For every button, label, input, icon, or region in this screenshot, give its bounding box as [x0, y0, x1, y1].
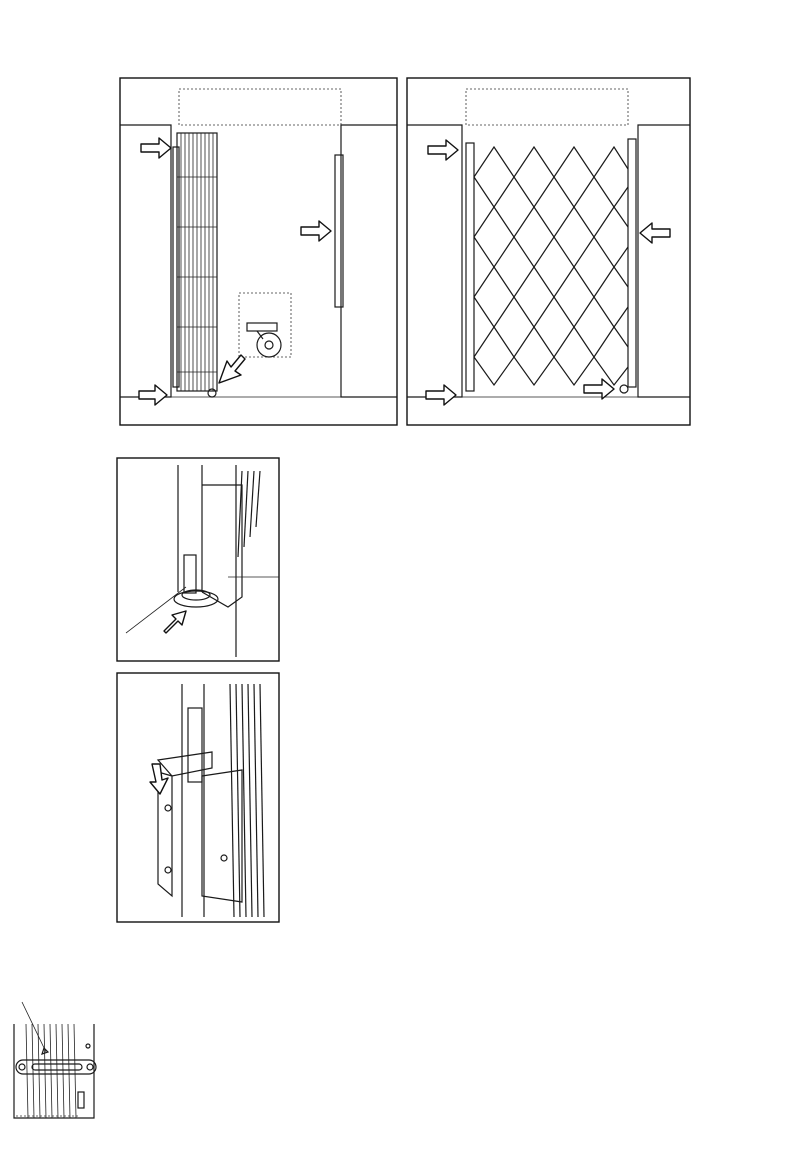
pivot-detail — [116, 457, 281, 663]
lock-bar-detail — [8, 1000, 102, 1130]
gate-closed-view — [119, 77, 399, 427]
gate-open-view — [406, 77, 692, 427]
bracket-detail — [116, 672, 281, 924]
